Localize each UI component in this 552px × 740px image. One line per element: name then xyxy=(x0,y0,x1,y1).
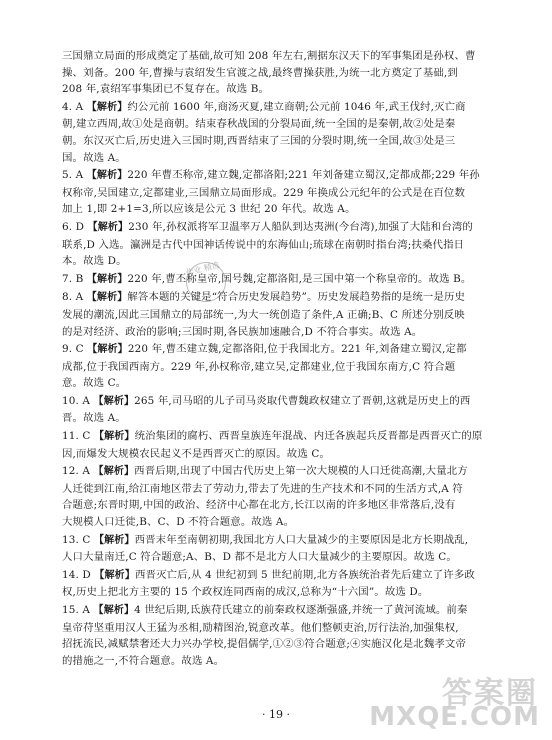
answer-number: 6. D xyxy=(62,220,88,233)
explanation-paragraph xyxy=(62,393,518,427)
text-line: 国。故选 A。 xyxy=(62,151,126,164)
answer-number: 5. A xyxy=(62,169,87,182)
answer-number: 8. A xyxy=(62,291,87,304)
explanation-paragraph xyxy=(62,48,518,98)
explanation-paragraph xyxy=(62,99,518,166)
analysis-text: 4 世纪后期,氐族苻氏建立的前秦政权逐渐强盛,并统一了黄河流域。前秦 xyxy=(134,604,468,616)
analysis-text: 西晋灭亡后,从 4 世纪初到 5 世纪前期,北方各族统治者先后建立了许多政 xyxy=(134,568,475,581)
analysis-text: 解答本题的关键是“符合历史发展趋势”。历史发展趋势指的是统一是历史 xyxy=(127,291,466,304)
text-line xyxy=(62,567,518,585)
analysis-tag: 【解析】 xyxy=(93,605,135,616)
analysis-tag: 【解析】 xyxy=(87,344,128,356)
analysis-text: 约公元前 1600 年,商汤灭夏,建立商朝;公元前 1046 年,武王伐纣,灭亡商 xyxy=(127,100,466,113)
answer-number: 11. C xyxy=(62,430,94,443)
answer-number: 10. A xyxy=(62,394,94,407)
text-line xyxy=(62,99,518,117)
analysis-text: 220 年,曹丕称皇帝,国号魏,定都洛阳,是三国中第一个称皇帝的。故选 B。 xyxy=(127,272,472,285)
analysis-tag: 【解析】 xyxy=(86,273,128,285)
text-line: 联系,D 入选。瀛洲是古代中国神话传说中的东海仙山;琉球在南朝时指台湾;扶桑代指日 xyxy=(62,238,465,251)
text-line xyxy=(62,341,518,359)
analysis-tag: 【解析】 xyxy=(93,534,135,546)
answer-number: 4. A xyxy=(62,100,87,113)
text-line xyxy=(62,289,518,307)
watermark-top-text: 答案圈 xyxy=(442,676,538,711)
analysis-text: 西晋后期,出现了中国古代历史上第一次大规模的人口迁徙高潮,大量北方 xyxy=(134,465,468,478)
text-line: 发展的潮流,因此三国鼎立的局部统一,为大一统创造了条件,A 正确;B、C 所述分别反映 xyxy=(62,308,465,321)
explanation-list xyxy=(62,48,518,669)
answer-number: 12. A xyxy=(62,465,94,478)
explanation-paragraph xyxy=(62,463,518,530)
analysis-tag: 【解析】 xyxy=(94,569,135,581)
answer-number: 7. B xyxy=(62,272,87,285)
watermark-logo xyxy=(369,666,544,736)
analysis-text: 统治集团的腐朽、西晋皇族连年混战、内迁各族起兵反晋都是西晋灭亡的原 xyxy=(134,430,483,443)
page-number: · 19 · xyxy=(262,708,290,721)
answer-number: 14. D xyxy=(62,568,95,581)
watermark-bottom-text: MXQE.COM xyxy=(369,702,540,732)
text-line: 成都,位于我国西南方。229 年,孙权称帝,建立吴,定都建业,位于我国东南方,C 符合题 xyxy=(62,360,456,373)
analysis-text: 220 年曹丕称帝,建立魏,定都洛阳;221 年刘备建立蜀汉,定都成都;229 年孙 xyxy=(127,169,480,182)
text-line: 皇帝苻坚重用汉人王猛为丞相,励精图治,锐意改革。他们整顿吏治,厉行法治,加强集权, xyxy=(62,621,459,634)
text-line: 招抚流民,减赋禁奢还大力兴办学校,提倡儒学,①②③符合题意;④实施汉化是北魏孝文帝 xyxy=(62,638,467,651)
text-line: 的措施之一,不符合题意。故选 A。 xyxy=(62,654,225,667)
answer-page xyxy=(62,48,518,670)
answer-number: 9. C xyxy=(62,343,88,356)
stamp-seal: 作业 精选 xyxy=(182,258,230,306)
analysis-tag: 【解析】 xyxy=(93,431,135,443)
analysis-text: 230 年,孙权派将军卫温率万人船队到达夷洲(今台湾),加强了大陆和台湾的 xyxy=(128,220,473,233)
text-line: 人迁徙到江南,给江南地区带去了劳动力,带去了先进的生产技术和不同的生活方式,A 符 xyxy=(62,482,463,495)
explanation-paragraph xyxy=(62,428,518,462)
text-line: 本。故选 D。 xyxy=(62,255,127,268)
text-line: 意。故选 C。 xyxy=(62,377,127,390)
text-line: 人口大量南迁,C 符合题意;A、B、D 都不是北方人口大量减少的主要原因。故选 C。 xyxy=(62,551,457,564)
explanation-paragraph xyxy=(62,602,518,669)
analysis-tag: 【解析】 xyxy=(86,101,128,113)
analysis-tag: 【解析】 xyxy=(93,466,135,478)
answer-number: 13. C xyxy=(62,533,94,546)
text-line: 的是对经济、政治的影响;三国时期,各民族加速融合,D 不符合事实。故选 A。 xyxy=(62,325,423,338)
analysis-tag: 【解析】 xyxy=(93,395,135,407)
analysis-text: 265 年,司马昭的儿子司马炎取代曹魏政权建立了晋朝,这就是历史上的西 xyxy=(134,394,471,407)
explanation-paragraph xyxy=(62,341,518,392)
text-line: 合题意;东晋时期,中国的政治、经济中心都在北方,长江以南的许多地区非常落后,没有 xyxy=(62,499,456,512)
text-line: 权称帝,吴国建立,定都建业,三国鼎立局面形成。229 年换成公元纪年的公式是在百位数 xyxy=(62,186,466,199)
text-line: 因,而爆发大规模农民起义不是西晋灭亡的原因。故选 C。 xyxy=(62,447,330,460)
text-line xyxy=(62,219,518,237)
text-line xyxy=(62,167,518,185)
text-line xyxy=(62,271,518,289)
analysis-text: 220 年,曹丕建立魏,定都洛阳,位于我国北方。221 年,刘备建立蜀汉,定都 xyxy=(127,343,467,356)
text-line xyxy=(62,428,518,446)
analysis-tag: 【解析】 xyxy=(86,292,128,304)
explanation-paragraph xyxy=(62,219,518,270)
text-line xyxy=(62,532,518,550)
text-line: 208 年,袁绍军事集团已不复存在。故选 B。 xyxy=(62,83,270,96)
text-line: 加上 1,即 2+1=3,所以应该是公元 3 世纪 20 年代。故选 A。 xyxy=(62,203,356,216)
analysis-tag: 【解析】 xyxy=(87,221,129,233)
text-line xyxy=(62,463,518,481)
explanation-paragraph xyxy=(62,289,518,340)
text-line: 三国鼎立局面的形成奠定了基础,故可知 208 年左右,割据东汉天下的军事集团是孙权、曹 xyxy=(62,50,476,62)
text-line xyxy=(62,393,518,411)
explanation-paragraph xyxy=(62,567,518,601)
text-line: 权,历史上把北方主要的 15 个政权连同西南的成汉,总称为“十六国”。故选 D。 xyxy=(62,586,429,599)
text-line: 朝,建立西周,故①处是商朝。结束春秋战国的分裂局面,统一全国的是秦朝,故②处是秦 xyxy=(62,118,456,131)
explanation-paragraph xyxy=(62,532,518,566)
answer-number: 15. A xyxy=(62,604,94,616)
analysis-tag: 【解析】 xyxy=(86,170,128,182)
text-line: 操、刘备。200 年,曹操与袁绍发生官渡之战,最终曹操获胜,为统一北方奠定了基础,到 xyxy=(62,66,458,79)
explanation-paragraph xyxy=(62,271,518,289)
text-line: 大规模人口迁徙,B、C、D 不符合题意。故选 A。 xyxy=(62,516,295,529)
explanation-paragraph xyxy=(62,167,518,218)
text-line: 晋。故选 A。 xyxy=(62,412,126,425)
text-line: 朝。东汉灭亡后,历史进入三国时期,西晋结束了三国的分裂时期,统一全国,故③处是三 xyxy=(62,134,456,147)
text-line xyxy=(62,602,518,620)
analysis-text: 西晋末年至南朝初期,我国北方人口大量减少的主要原因是北方长期战乱, xyxy=(134,533,469,546)
